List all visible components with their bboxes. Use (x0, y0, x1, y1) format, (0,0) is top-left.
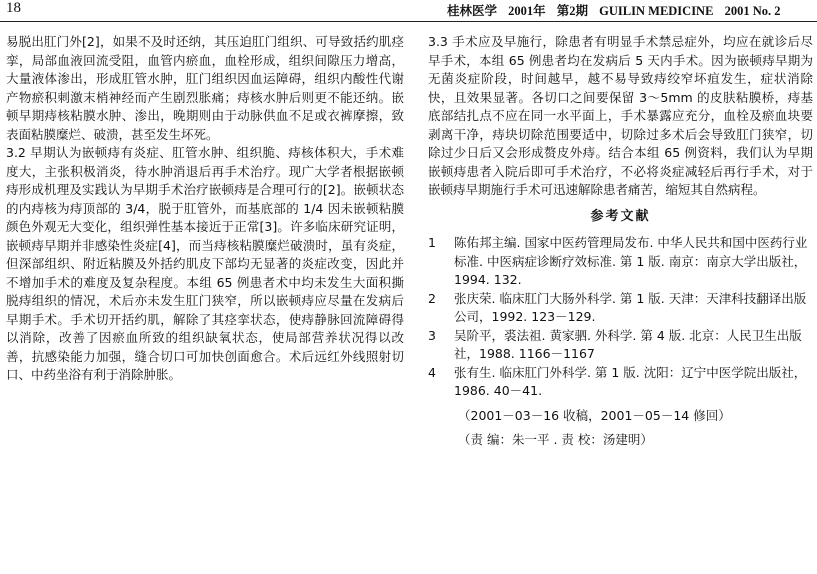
reference-item (428, 290, 813, 327)
editor-note: （责 编：朱一平 . 责 校：汤建明） (458, 432, 653, 447)
journal-year: 2001年 (508, 4, 546, 18)
header-rule (0, 21, 817, 22)
section-3-3-paragraph: 3.3 手术应及早施行，除患者有明显手术禁忌症外，均应在就诊后尽早手术，本组 65 例患者均在发病后 5 天内手术。因为嵌顿痔早期为无菌炎症阶段，时间越早，越不易导致痔绞窄坏疽发生，症状消除快，且效果显著。各切口之间要保留 3～5mm 的皮肤粘膜桥，痔基底部结扎点不应在同一水平面上，手术暴露应充分，血栓及瘀血块要剥离干净，痔块切除范围要适中，切除过多术后会导致肛门狭窄，切除过少日后又会形成赘皮外痔。结合本组 65 例资料，我们认为早期嵌顿痔患者入院后即可手术治疗，不必将炎症减轻后再行手术，对于嵌顿痔早期施行手术可迅速解除患者痛苦，缩短其自然病程。 (428, 34, 813, 197)
reference-item (428, 327, 813, 364)
reference-text: 张有生. 临床肛门外科学. 第 1 版. 沈阳：辽宁中医学院出版社，1986. 40－41. (454, 364, 807, 398)
references-list (428, 234, 813, 401)
reference-item (428, 364, 813, 401)
reference-item (428, 234, 813, 290)
journal-year-issue: 2001 No. 2 (724, 4, 781, 18)
journal-header (447, 1, 780, 19)
journal-name-en: GUILIN MEDICINE (599, 4, 714, 18)
left-column (6, 33, 404, 385)
reference-text: 吴阶平，裘法祖. 黄家驷. 外科学. 第 4 版. 北京：人民卫生出版社，1988. 1166－1167 (454, 327, 802, 361)
journal-name-cn: 桂林医学 (447, 4, 498, 18)
section-3-2-paragraph: 3.2 早期认为嵌顿痔有炎症、肛管水肿、组织脆、痔核体积大，手术难度大，主张积极消炎，待水肿消退后再手术治疗。现广大学者根据嵌顿痔形成机理及实践认为早期手术治疗嵌顿痔是合理可行的[2]。嵌顿状态的内痔核为痔顶部的 3/4，脱于肛管外，而基底部的 1/4 因未嵌顿粘膜颜色外观无大变化，组织弹性基本接近于正常[3]。许多临床研究证明，嵌顿痔早期并非感染性炎症[4]，而当痔核粘膜糜烂破溃时，虽有炎症，但深部组织、附近粘膜及外括约肌皮下部均无显著的炎症改变，因此并不增加手术的难度及复杂程度。本组 65 例患者术中均未发生大面积撕脱痔组织的情况，术后亦未发生肛门狭窄，所以嵌顿痔应尽量在发病后早期手术。手术切开括约肌，解除了其痉挛状态，使痔静脉回流障碍得以消除，改善了因瘀血所致的组织缺氧状态，使局部营养状况得以改善，抗感染能力加强，缝合切口可加快创面愈合。术后远红外线照射切口、中药坐浴有利于消除肿胀。 (6, 145, 404, 383)
right-column (428, 33, 813, 450)
references-title: 参考文献 (590, 208, 651, 224)
reference-number: 4 (428, 364, 436, 380)
reference-text: 张庆荣. 临床肛门大肠外科学. 第 1 版. 天津：天津科技翻译出版公司，1992. 123－129. (454, 290, 807, 324)
reference-number: 3 (428, 327, 436, 343)
page-number: 18 (6, 0, 21, 16)
reference-number: 1 (428, 235, 436, 250)
body-paragraph-1: 易脱出肛门外[2]，如果不及时还纳，其压迫肛门组织、可导致括约肌痉挛，局部血液回流受阻，血管内瘀血，血栓形成，组织间隙压力增高，大量液体渗出，形成肛管水肿，肛门组织因血运障碍，组织内酸性代谢产物瘀积刺激末梢神经而产生剧烈胀痛；痔核水肿后则更不能还纳。嵌顿早期痔核粘膜水肿、渗出，晚期则由于动脉供血不足或衣裤摩擦，致表面粘膜糜烂、破溃，甚至发生坏死。 (6, 34, 404, 142)
reference-text: 陈佑邦主编. 国家中医药管理局发布. 中华人民共和国中医药行业标准. 中医病症诊断疗效标准. 第 1 版. 南京：南京大学出版社，1994. 132. (454, 235, 808, 287)
reference-number: 2 (428, 290, 436, 306)
received-date-note: （2001－03－16 收稿，2001－05－14 修回） (458, 407, 731, 423)
journal-issue: 第2期 (556, 4, 589, 18)
